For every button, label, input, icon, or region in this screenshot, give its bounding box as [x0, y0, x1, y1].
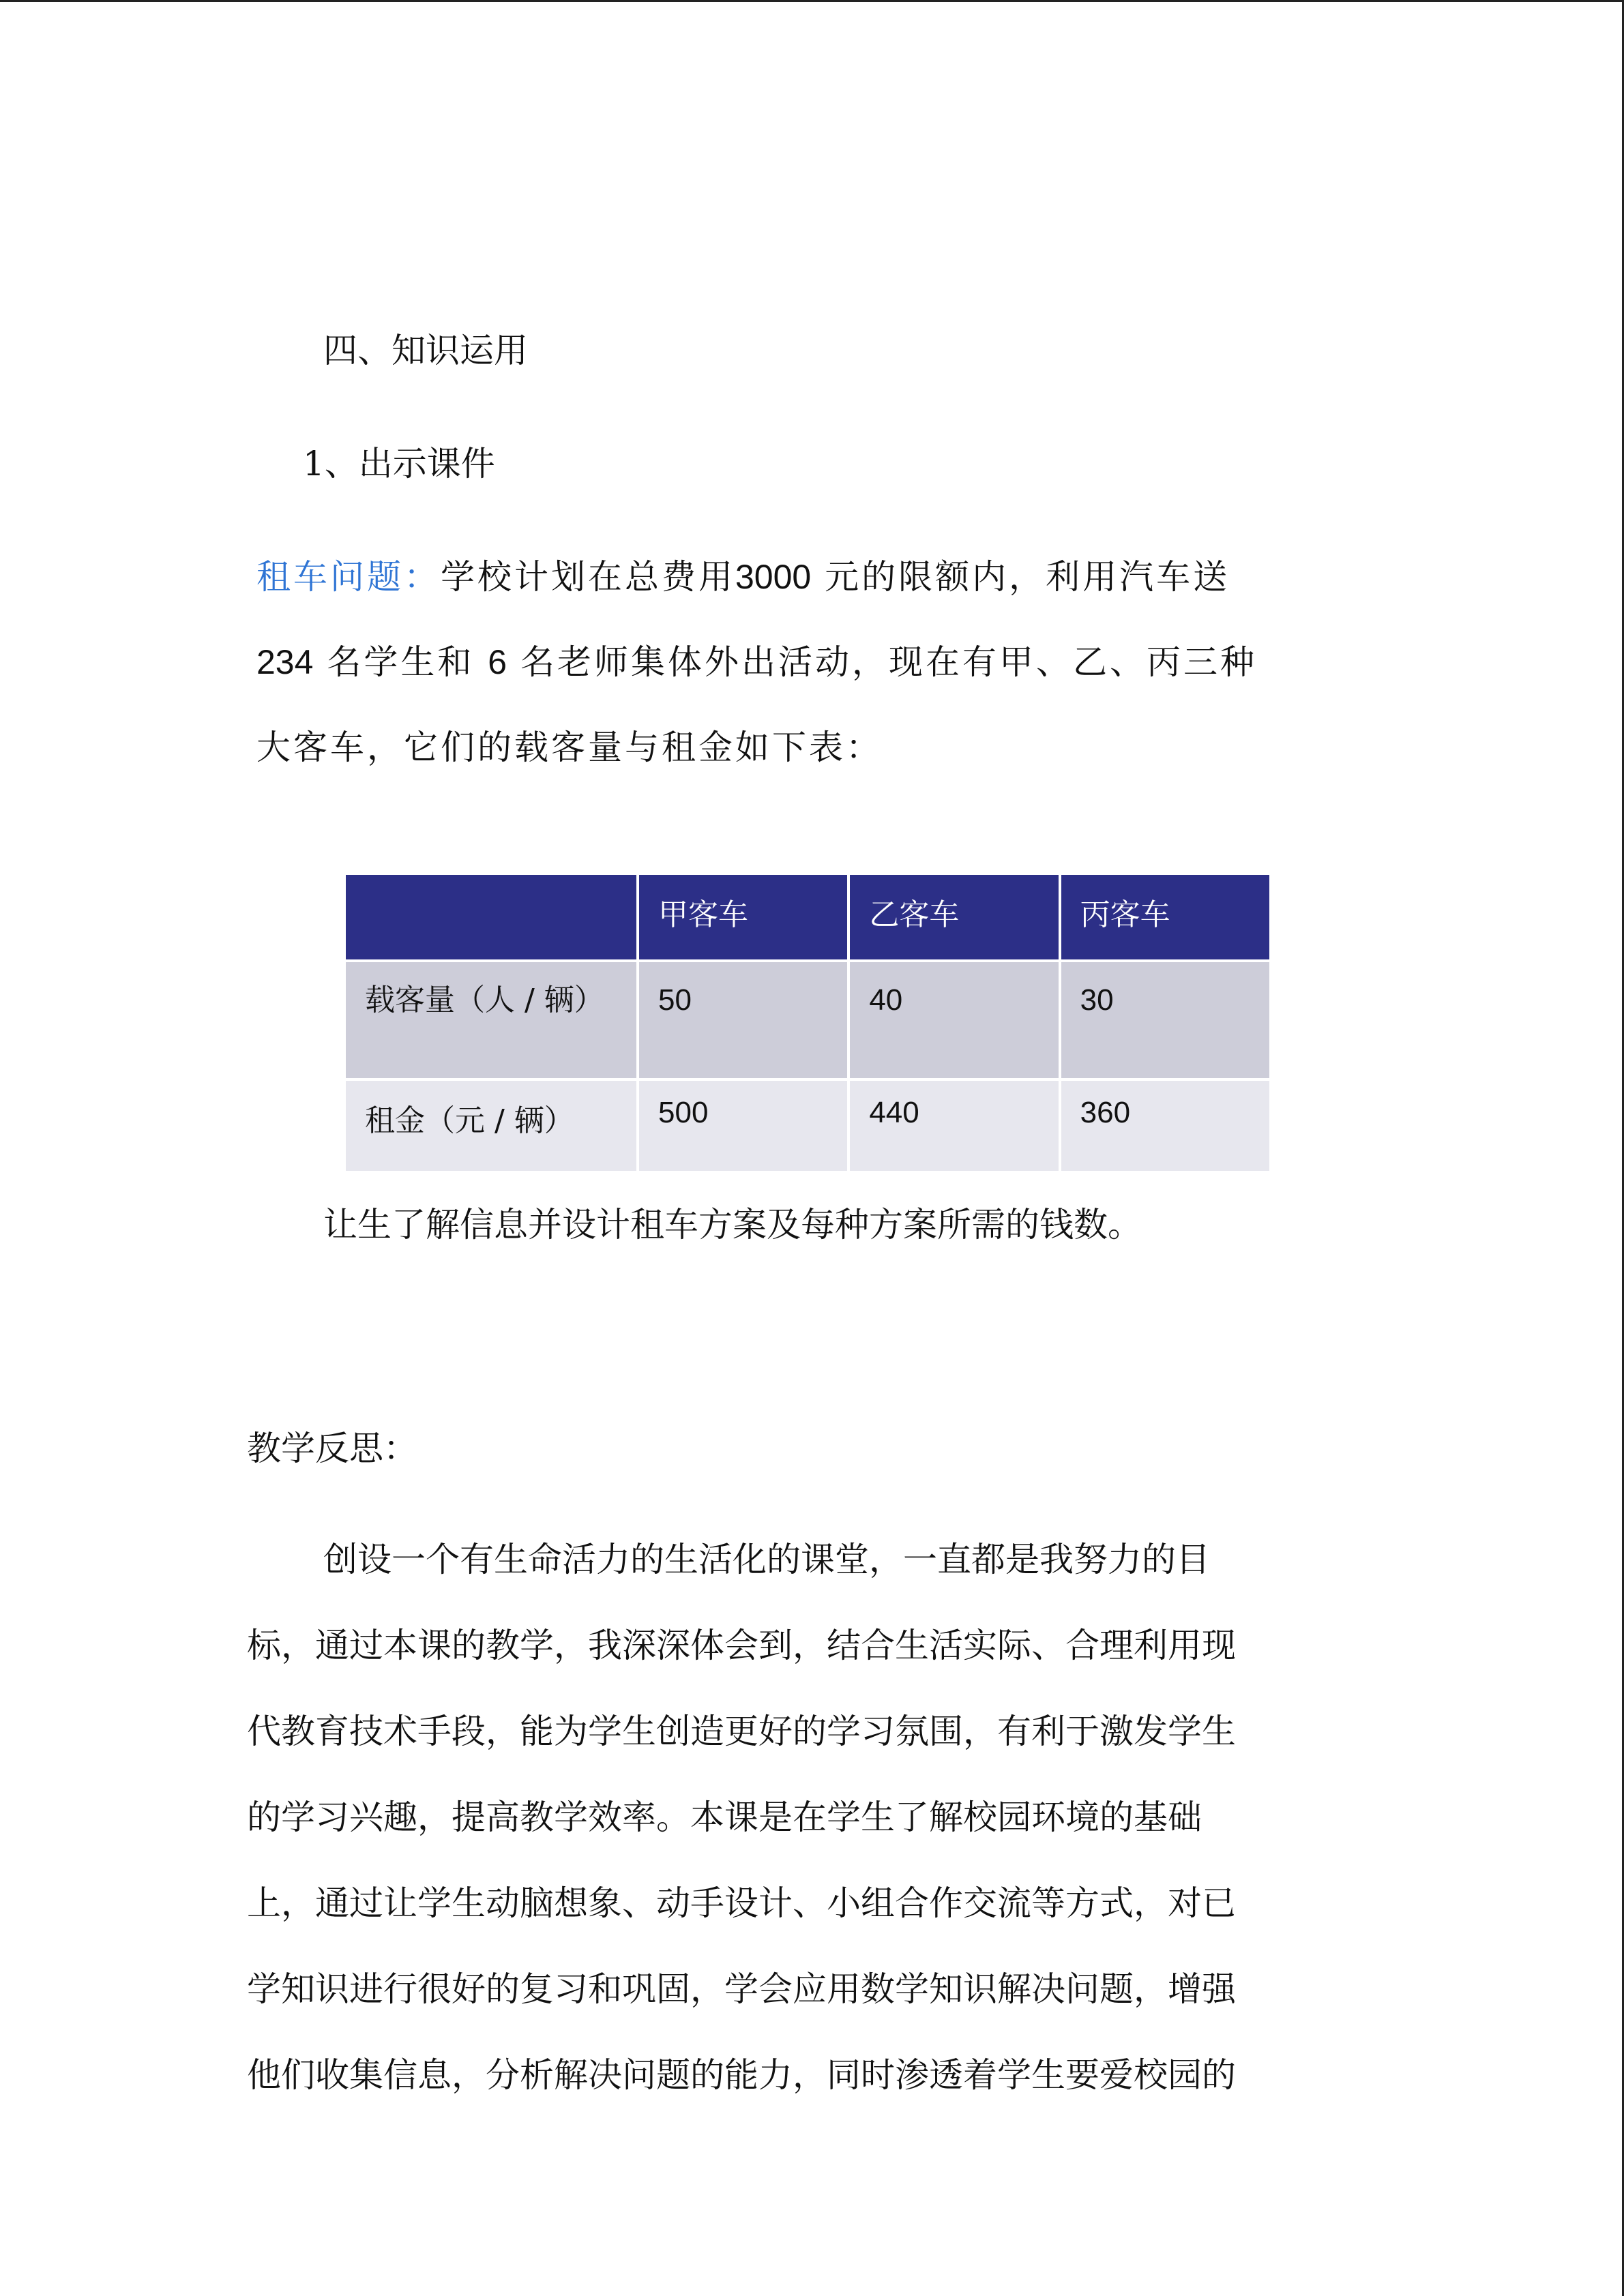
reflection-title: 教学反思： [247, 1429, 417, 1468]
table-row [346, 962, 1269, 1078]
problem-text: 名老师集体外出活动，现在有甲、乙、丙三种 [520, 642, 1257, 682]
problem-number: 234 [256, 643, 314, 681]
problem-number: 3000 [735, 558, 812, 596]
table-cell: 440 [850, 1081, 1058, 1171]
table-cell: 500 [639, 1081, 847, 1171]
problem-text: 学校计划在总费用 [441, 557, 735, 597]
table-header-cell [346, 875, 636, 959]
rental-problem-paragraph [256, 535, 1320, 790]
problem-line-1 [256, 535, 1320, 620]
table-row-label: 租金（元 / 辆） [346, 1081, 636, 1171]
table-cell: 50 [639, 962, 847, 1078]
problem-line-3: 大客车，它们的载客量与租金如下表： [256, 728, 883, 767]
instruction-text: 让生了解信息并设计租车方案及每种方案所需的钱数。 [323, 1205, 1142, 1244]
table-header-row [346, 875, 1269, 959]
table-header-cell: 丙客车 [1061, 875, 1269, 959]
reflection-line: 代教育技术手段，能为学生创造更好的学习氛围，有利于激发学生 [247, 1712, 1236, 1751]
table-row-label: 载客量（人 / 辆） [346, 962, 636, 1078]
reflection-line: 他们收集信息，分析解决问题的能力，同时渗透着学生要爱校园的 [247, 2055, 1236, 2095]
problem-number: 6 [488, 643, 507, 681]
table-cell: 30 [1061, 962, 1269, 1078]
reflection-paragraph [247, 1517, 1365, 2118]
bus-rental-table [343, 872, 1272, 1174]
reflection-line: 标，通过本课的教学，我深深体会到，结合生活实际、合理利用现 [247, 1626, 1236, 1665]
problem-label: 租车问题： [256, 557, 441, 597]
page-top-border [0, 0, 1624, 2]
table-header-cell: 乙客车 [850, 875, 1058, 959]
section-subheading: 1、出示课件 [303, 444, 495, 483]
reflection-line: 学知识进行很好的复习和巩固，学会应用数学知识解决问题，增强 [247, 1969, 1236, 2009]
table-cell: 40 [850, 962, 1058, 1078]
reflection-line: 上，通过让学生动脑想象、动手设计、小组合作交流等方式，对已 [247, 1883, 1236, 1923]
table-header-cell: 甲客车 [639, 875, 847, 959]
table-cell: 360 [1061, 1081, 1269, 1171]
problem-line-2 [256, 620, 1320, 705]
reflection-line: 创设一个有生命活力的生活化的课堂，一直都是我努力的目 [323, 1540, 1210, 1579]
reflection-line: 的学习兴趣，提高教学效率。本课是在学生了解校园环境的基础 [247, 1798, 1202, 1837]
problem-text: 元的限额内，利用汽车送 [825, 557, 1230, 597]
table-row [346, 1081, 1269, 1171]
section-heading: 四、知识运用 [323, 331, 528, 370]
problem-text: 名学生和 [327, 642, 475, 682]
